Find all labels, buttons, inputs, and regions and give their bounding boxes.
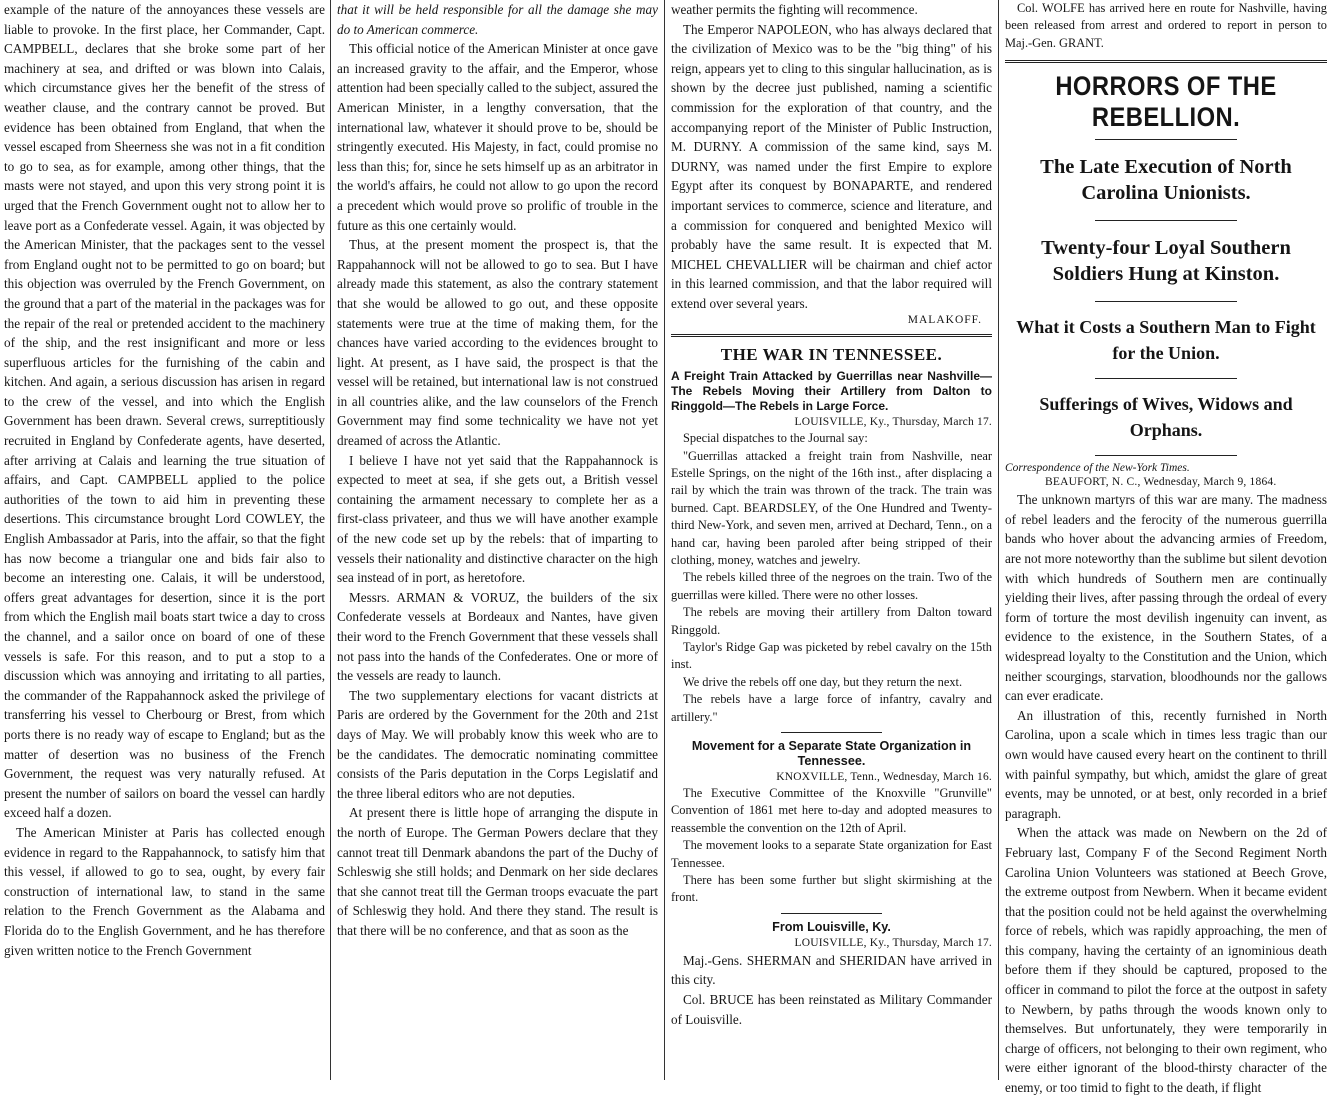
article-paragraph: Messrs. ARMAN & VORUZ, the builders of the six Confederate vessels at Bordeaux and Nantes, have given their word to the French Government that these vessels shall not pass into the hands of the Confederates. One or more of the vessels are ready to launch. <box>337 589 658 684</box>
article-paragraph: I believe I have not yet said that the Rappahannock is expected to meet at sea, if she gets out, a British vessel containing the armament necessary to complete her as a first-class privateer, and thus we will have another example of the new code set up by the rebels: that of imparting to vessels their nationality and distinctive character on the high sea instead of in port, as heretofore. <box>337 452 658 586</box>
dateline: KNOXVILLE, Tenn., Wednesday, March 16. <box>776 771 992 784</box>
article-paragraph: The movement looks to a separate State organization for East Tennessee. <box>671 838 992 870</box>
section-headline: THE WAR IN TENNESSEE. <box>720 344 943 364</box>
article-paragraph: The rebels have a large force of infantry, cavalry and artillery." <box>671 692 992 724</box>
subsection-headline: From Louisville, Ky. <box>772 919 891 934</box>
article-paragraph: weather permits the fighting will recommence. <box>671 2 918 17</box>
column-rule <box>998 0 999 1080</box>
section-divider <box>1005 60 1327 63</box>
dateline: LOUISVILLE, Ky., Thursday, March 17. <box>794 416 992 429</box>
headline-divider <box>1095 220 1237 221</box>
article-paragraph: When the attack was made on Newbern on the 2d of February last, Company F of the Second Regiment North Carolina Union Volunteers was stationed at Beech Grove, the extreme outpost from Newbern. When it became evident that the position could not be held against the overwhelming force of rebels, which was rapidly approaching, the men of this company, having the certainty of an ignominious death before them if they should be captured, proposed to the officer in command to pilot the force at the outpost in safety to Newbern, by paths through the woods known only to themselves. But unfortunately, they were temporarily in charge of officers, not belonging to their own regiment, who were either ignorant of the blood-thirsty character of the enemy, or too timid to fight to the death, if flight <box>1005 825 1327 1096</box>
headline-deck: Sufferings of Wives, Widows and Orphans. <box>1039 394 1293 441</box>
column-2 <box>333 0 662 1080</box>
article-paragraph: This official notice of the American Minister at once gave an increased gravity to the affair, and the Emperor, whose attention had been specially called to the subject, assured the American Minister, in a lengthy conversation, that the international law, whatever it should prove to be, should be stringently executed. His Majesty, in fact, could promise no less than this; for, since he sets himself up as an arbitrator in the world's affairs, he could not allow to go upon the record a precedent which would prove so prolific of trouble in the future as this one certainly would. <box>337 41 658 233</box>
article-paragraph: example of the nature of the annoyances these vessels are liable to provoke. In the first place, her Commander, Capt. CAMPBELL, declares that she broke some part of her machinery at sea, and drifted or was blown into Calais, which circumstance gives her the benefit of the stress of weather clause, and the contrary cannot be proved. But evidence has been obtained from England, that when the vessel escaped from Sheerness she was not in a fit condition to go to sea, as for example, among other things, that the masts were not stayed, and upon this very strong point it is urged that the French Government ought not to allow her to leave port as a Confederate vessel. Again, it was objected by the American Minister, that the packages sent to the vessel from England ought not to be permitted to go on board; but this objection was overruled by the French Government, on the ground that a part of the material in the packages was for the repair of the real or pretended accident to the machinery of the ship, and the rest insignificant and more or less superfluous articles for the furnishing of the cabin and kitchen. And again, a serious discussion has arisen in regard to the crew of the vessel, and into which the English Government has been drawn. Several crews, surreptitiously recruited in England by Confederate agents, have deserted, after arriving at Calais and learning the true situation of affairs, and Capt. CAMPBELL applied to the police authorities of the town to aid him in preventing these desertions. This circumstance brought Lord COWLEY, the English Ambassador at Paris, into the affair, so that the fight has now become a triangular one and bids fair also to become an interesting one. Calais, it will be understood, offers great advantages for desertion, since it is the port from which the English mail boats start twice a day to cross the channel, and a sailor once on board of one of these vessels is safe. For this reason, and to put a stop to a discussion which was annoying and irritating to all parties, the commander of the Rappahannock asked the privilege of transferring his vessel to Cherbourg or Brest, from which ports there is no ready way of escape to England; but as the matter of desertion was no business of the French Government, the request was very naturally refused. At present the number of sailors on board the vessel can hardly exceed half a dozen. <box>4 2 325 821</box>
section-divider <box>671 334 992 337</box>
subsection-headline: Movement for a Separate State Organization in Tennessee. <box>691 739 972 769</box>
article-paragraph: Maj.-Gens. SHERMAN and SHERIDAN have arrived in this city. <box>671 952 992 988</box>
article-paragraph: The Emperor NAPOLEON, who has always declared that the civilization of Mexico was to be the "big thing" of his reign, appears yet to cling to this singular hallucination, as is shown by the decree just published, naming a scientific commission for the exploration of that country, and the accompanying report of the Minister of Public Instruction, M. DURNY. A commission of the same kind, says M. DURNY, was named under the first Empire to explore Egypt after its conquest by BONAPARTE, and rendered important services to commerce, science and literature, and a commission for conquered and benighted Mexico will probably have the same result. It is expected that M. MICHEL CHEVALLIER will be chairman and chief actor in this learned commission, and that the labor required will extend over several years. <box>671 21 992 311</box>
dateline: LOUISVILLE, Ky., Thursday, March 17. <box>794 936 992 949</box>
article-paragraph: The rebels killed three of the negroes on the train. Two of the guerrillas were killed. There were no other losses. <box>671 570 992 602</box>
article-paragraph: "Guerrillas attacked a freight train from Nashville, near Estelle Springs, on the night of the 16th inst., after displacing a rail by which the train was thrown of the track. The train was burned. Capt. BEARDSLEY, of the One Hundred and Twenty-third New-York, and seven men, arrived at Dechard, Tenn., on a hand car, having been paroled after being stripped of their clothing, money, watches and jewelry. <box>671 448 992 567</box>
correspondence-credit: Correspondence of the New-York Times. <box>1005 462 1190 475</box>
article-paragraph: Col. BRUCE has been reinstated as Military Commander of Louisville. <box>671 992 992 1027</box>
column-rule <box>330 0 331 1080</box>
column-4 <box>1001 0 1331 1096</box>
article-paragraph: The two supplementary elections for vacant districts at Paris are ordered by the Government for the 20th and 21st days of May. We will probably know this week who are to be the candidates. The democratic nominating committee consists of the Paris deputation in the Corps Legislatif and the three liberal editors who are not deputies. <box>337 687 658 801</box>
article-paragraph: The rebels are moving their artillery from Dalton toward Ringgold. <box>671 605 992 637</box>
headline-divider <box>1095 378 1237 379</box>
section-divider <box>781 913 882 914</box>
article-paragraph: The Executive Committee of the Knoxville "Grunville" Convention of 1861 met here to-day and adopted measures to reassemble the convention on the 12th of April. <box>671 786 992 835</box>
dateline: BEAUFORT, N. C., Wednesday, March 9, 1864. <box>1045 476 1277 489</box>
article-paragraph: An illustration of this, recently furnished in North Carolina, upon a scale which in times less tragic than our own would have caused every heart on the continent to thrill with painful sympathy, but which, amidst the glare of great events, may be unnoted, or at best, only recorded in a brief paragraph. <box>1005 707 1327 821</box>
article-paragraph: Col. WOLFE has arrived here en route for Nashville, having been released from arrest and ordered to report in person to Maj.-Gen. GRANT. <box>1005 1 1327 50</box>
column-1 <box>0 0 329 1080</box>
correspondent-signature: MALAKOFF. <box>907 313 982 326</box>
article-paragraph: Taylor's Ridge Gap was picketed by rebel cavalry on the 15th inst. <box>671 639 992 672</box>
article-paragraph: We drive the rebels off one day, but they return the next. <box>683 674 963 689</box>
article-paragraph: The American Minister at Paris has collected enough evidence in regard to the Rappahannock, to satisfy him that this vessel, if allowed to go to sea, ought, by every fair construction of international law, to stand in the same relation to the French Government as the Alabama and Florida do to the English Government, and he has therefore given written notice to the French Government <box>4 824 325 958</box>
article-paragraph: The unknown martyrs of this war are many. The madness of rebel leaders and the ferocity of the numerous guerrilla bands who hover about the advancing armies of Freedom, are not more noteworthy than the sublime but silent devotion with which hundreds of Southern men are continually yielding their lives, after passing through the ordeal of every form of torture the most devilish ingenuity can invent, as evidence to the existence, in the Southern States, of a widespread loyalty to the Constitution and the Union, which neither scourgings, starvation, bloodhounds nor the gallows can ever eradicate. <box>1005 492 1327 704</box>
headline-deck: The Late Execution of North Carolina Unionists. <box>1040 156 1292 205</box>
section-divider <box>781 732 882 733</box>
article-paragraph: that it will be held responsible for all the damage she may do to American commerce. <box>337 2 658 37</box>
headline-deck: What it Costs a Southern Man to Fight for the Union. <box>1016 317 1316 364</box>
main-headline: HORRORS OF THE REBELLION. <box>1055 71 1277 133</box>
headline-deck: A Freight Train Attacked by Guerrillas near Nashville—The Rebels Moving their Artillery from Dalton to Ringgold—The Rebels in Large Force. <box>671 368 992 413</box>
headline-divider <box>1095 301 1237 302</box>
article-paragraph: Special dispatches to the Journal say: <box>683 431 868 446</box>
headline-deck: Twenty-four Loyal Southern Soldiers Hung at Kinston. <box>1041 237 1291 286</box>
article-paragraph: There has been some further but slight skirmishing at the front. <box>671 873 992 905</box>
headline-divider <box>1095 455 1237 456</box>
article-paragraph: At present there is little hope of arranging the dispute in the north of Europe. The German Powers declare that they cannot treat till Denmark abandons the part of the Duchy of Schleswig she still holds; and Denmark on her side declares that she cannot treat till the German troops evacuate the part of Schleswig they hold. And there they stand. The result is that there will be no conference, and that as soon as the <box>337 805 658 938</box>
article-paragraph: Thus, at the present moment the prospect is, that the Rappahannock will not be allowed to go to sea. But I have already made this statement, as also the contrary statement that she would be allowed to go out, and these opposite statements were true at the time of making them, for the chances have varied according to the evidences brought to light. At present, as I have said, the prospect is that the vessel will be retained, but international law is not construed in all countries alike, and the law counselors of the French Government may find some technicality we have not yet dreamed of across the Atlantic. <box>337 237 658 449</box>
headline-divider <box>1095 139 1237 140</box>
column-3 <box>667 0 996 1080</box>
column-rule <box>664 0 665 1080</box>
